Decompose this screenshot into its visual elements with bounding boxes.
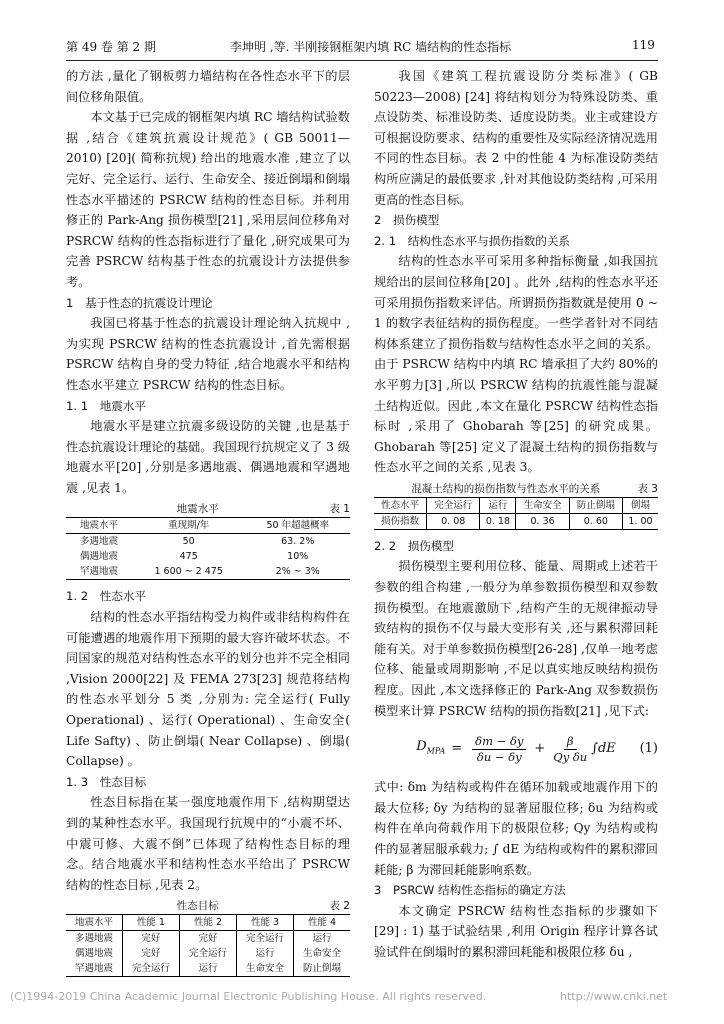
table-cell: 完全运行	[237, 931, 294, 947]
footer-url: http://www.cnki.net	[560, 990, 668, 1003]
table-1	[66, 517, 350, 580]
equation-lhs	[416, 737, 445, 762]
table-cell: 0. 36	[516, 513, 569, 529]
table-cell: 2% ~ 3%	[275, 566, 320, 578]
equation-1	[374, 721, 658, 777]
table-cell: 偶遇地震	[74, 948, 113, 960]
paragraph: 我国《建筑工程抗震设防分类标准》( GB 50223—2008) [24] 将结构划分为特殊设防类、重点设防类、标准设防类、适度设防类。业主或建设方可根据设防要求、结构的重要性及实际经济情况选用不同的性态目标。表 2 中的性能 4 为标准设防类结构所应满足的最低要求 ,针对其他设防类结构 ,可采用更高的性态目标。	[374, 69, 658, 207]
table-cell: 完全运行	[179, 946, 236, 961]
paragraph: 式中: δm 为结构或构件在循环加载或地震作用下的最大位移; δy 为结构的显著屈服位移; δu 为结构或构件在单向荷载作用下的极限位移; Qy 为结构或构件的显著屈服承载力; ∫ dE 为结构或构件的累积滞回耗能; β 为滞回耗能影响系数。	[374, 780, 658, 877]
table-header: 防止倒塌	[569, 497, 622, 513]
table-cell: 0. 18	[480, 513, 516, 529]
table-header: 生命安全	[516, 497, 569, 513]
equation-number: (1)	[639, 740, 658, 756]
table-label: 表 3	[637, 482, 658, 495]
table-row	[66, 564, 350, 580]
fraction-denominator: Qy δu	[553, 749, 588, 764]
table-cell: 生命安全	[294, 946, 350, 961]
subsection-heading: 2. 2 损伤模型	[374, 538, 455, 553]
table-cell: 1 600 ~ 2 475	[154, 566, 223, 578]
fraction-numerator: δm − δy	[472, 734, 526, 750]
table-row	[66, 549, 350, 564]
table-cell: 多遇地震	[79, 536, 118, 548]
fraction-denominator: δu − δy	[476, 749, 522, 764]
table-cell: 损伤指数	[381, 515, 420, 527]
table-row	[66, 534, 350, 550]
paragraph: 损伤模型主要利用位移、能量、周期或上述若干参数的组合构建 ,一般分为单参数损伤模型和双参数损伤模型。在地震激励下 ,结构产生的无规律振动导致结构的损伤不仅与最大变形有关 ,还与累积滞回耗能有关。对于单参数损伤模型[26-28] ,仅单一地考虑位移、能量或周期影响 ,不足以真实地反映结构损伤程度。因此 ,本文选择修正的 Park-Ang 双参数损伤模型来计算 PSRCW 结构的损伤指数[21] ,见下式:	[374, 559, 658, 718]
table-label: 表 2	[329, 900, 350, 913]
section-heading: 2 损伤模型	[374, 213, 440, 228]
table-cell: 完全运行	[122, 961, 179, 977]
subsection-heading: 1. 3 性态目标	[66, 774, 147, 789]
table-cell: 偶遇地震	[79, 551, 118, 563]
subsection-heading: 1. 1 地震水平	[66, 398, 147, 413]
journal-volume: 第 49 卷 第 2 期	[66, 40, 156, 54]
table-label: 表 1	[329, 503, 350, 516]
table-row	[66, 946, 350, 961]
table-cell: 运行	[237, 946, 294, 961]
running-title: 李坤明 ,等. 半刚接钢框架内填 RC 墙结构的性态指标	[230, 40, 512, 54]
table-cell: 完好	[179, 931, 236, 947]
table-cell: 完好	[122, 931, 179, 947]
table-header: 重现期/年	[168, 520, 210, 532]
table-title: 地震水平	[176, 503, 219, 516]
table-caption	[374, 482, 658, 496]
table-header: 地震水平	[74, 917, 113, 929]
table-cell: 10%	[287, 551, 309, 563]
table-cell: 475	[179, 551, 198, 563]
paragraph: 的方法 ,量化了钢板剪力墙结构在各性态水平下的层间位移角限值。	[66, 69, 350, 104]
table-cell: 1. 00	[622, 513, 658, 529]
table-cell: 运行	[179, 961, 236, 977]
table-2	[66, 914, 350, 977]
table-cell: 0. 60	[569, 513, 622, 529]
paragraph: 性态目标指在某一强度地震作用下 ,结构期望达到的某种性态水平。我国现行抗规中的“小震不坏、中震可修、大震不倒”已体现了结构性态目标的理念。结合地震水平和结构性态水平给出了 PSRCW 结构的性态目标 ,见表 2。	[66, 795, 350, 892]
equation-fraction	[472, 734, 526, 765]
equation-plus: +	[534, 740, 546, 756]
paragraph: 我国已将基于性态的抗震设计理论纳入抗规中 ,为实现 PSRCW 结构的性态抗震设计 ,首先需根据 PSRCW 结构自身的受力特征 ,结合地震水平和结构性态水平建立 PSRCW 结构的性态目标。	[66, 316, 350, 392]
table-header: 性能 4	[294, 915, 350, 931]
table-cell: 50	[182, 536, 195, 548]
table-header: 倒塌	[622, 497, 658, 513]
table-row	[66, 961, 350, 977]
section-heading: 3 PSRCW 结构性态指标的确定方法	[374, 883, 566, 898]
table-header: 性能 3	[237, 915, 294, 931]
table-row	[66, 931, 350, 947]
table-3	[374, 497, 658, 530]
section-heading: 1 基于性态的抗震设计理论	[66, 295, 213, 310]
table-header: 性能 1	[122, 915, 179, 931]
paragraph: 地震水平是建立抗震多级设防的关键 ,也是基于性态抗震设计理论的基础。我国现行抗规定义了 3 级地震水平[20] ,分别是多遇地震、偶遇地震和罕遇地震 ,见表 1。	[66, 419, 350, 495]
paragraph: 本文确定 PSRCW 结构性态指标的步骤如下[29] : 1) 基于试验结果 ,利用 Origin 程序计算各试验试件在倒塌时的累积滞回耗能和极限位移 δu ,	[374, 903, 658, 959]
table-cell: 运行	[294, 931, 350, 947]
table-header: 地震水平	[79, 520, 118, 532]
right-column	[374, 66, 658, 986]
header-rule	[66, 60, 658, 61]
paragraph: 结构的性态水平指结构受力构件或非结构构件在可能遭遇的地震作用下预期的最大容许破坏状态。不同国家的规范对结构性态水平的划分也并不完全相同 ,Vision 2000[22] 及 FEMA 273[23] 规范将结构的性态水平划分 5 类 ,分别为: 完全运行( Fully Operational) 、运行( Operational) 、生命安全( Life Safty) 、防止倒塌( Near Collapse) 、倒塌( Collapse) 。	[66, 610, 350, 769]
table-cell: 罕遇地震	[79, 566, 118, 578]
equation-integral: ∫dE	[591, 740, 616, 756]
page-number: 119	[632, 38, 655, 52]
paragraph: 结构的性态水平可采用多种指标衡量 ,如我国抗规给出的层间位移角[20] 。此外 ,结构的性态水平还可采用损伤指数来评估。所谓损伤指数就是使用 0 ~ 1 的数字表征结构的损伤程度。一些学者针对不同结构体系建立了损伤指数与结构性态水平之间的关系。由于 PSRCW 结构中内填 RC 墙承担了大约 80%的水平剪力[3] ,所以 PSRCW 结构的抗震性能与混凝土结构近似。因此 ,本文在量化 PSRCW 结构性态指标时 ,采用了 Ghobarah 等[25] 的研究成果。Ghobarah 等[25] 定义了混凝土结构的损伤指数与性态水平之间的关系 ,见表 3。	[374, 254, 658, 475]
table-cell: 63. 2%	[281, 536, 315, 548]
table-cell: 多遇地震	[74, 933, 113, 945]
table-row	[374, 513, 658, 529]
table-cell: 完好	[122, 946, 179, 961]
table-title: 性态目标	[176, 900, 219, 913]
table-header: 完全运行	[427, 497, 480, 513]
subsection-heading: 1. 2 性态水平	[66, 589, 147, 604]
table-header: 50 年超越概率	[266, 520, 330, 532]
copyright-text: (C)1994-2019 China Academic Journal Electronic Publishing House. All rights reserved.	[10, 990, 487, 1003]
paragraph: 本文基于已完成的钢框架内填 RC 墙结构试验数据 ,结合《建筑抗震设计规范》( GB 50011—2010) [20]( 简称抗规) 给出的地震水准 ,建立了以完好、完全运行、运行、生命安全、接近倒塌和倒塌性态水平描述的 PSRCW 结构的性态目标。并利用修正的 Park-Ang 损伤模型[21] ,采用层间位移角对 PSRCW 结构的性态指标进行了量化 ,研究成果可为完善 PSRCW 结构基于性态的抗震设计方法提供参考。	[66, 110, 350, 289]
table-cell: 0. 08	[427, 513, 480, 529]
subsection-heading: 2. 1 结构性态水平与损伤指数的关系	[374, 233, 571, 248]
fraction-numerator: β	[564, 734, 577, 750]
table-title: 混凝土结构的损伤指数与性态水平的关系	[411, 482, 601, 495]
equation-equals: =	[451, 740, 463, 756]
equation-subscript: MPA	[426, 746, 446, 756]
table-header: 性态水平	[381, 499, 420, 511]
table-cell: 防止倒塌	[294, 961, 350, 977]
equation-symbol: D	[416, 738, 427, 754]
equation-fraction	[553, 734, 587, 765]
table-caption	[66, 502, 350, 516]
left-column	[66, 66, 350, 986]
table-header: 运行	[480, 497, 516, 513]
table-header: 性能 2	[179, 915, 236, 931]
table-cell: 罕遇地震	[74, 963, 113, 975]
table-cell: 生命安全	[237, 961, 294, 977]
table-caption	[66, 899, 350, 913]
